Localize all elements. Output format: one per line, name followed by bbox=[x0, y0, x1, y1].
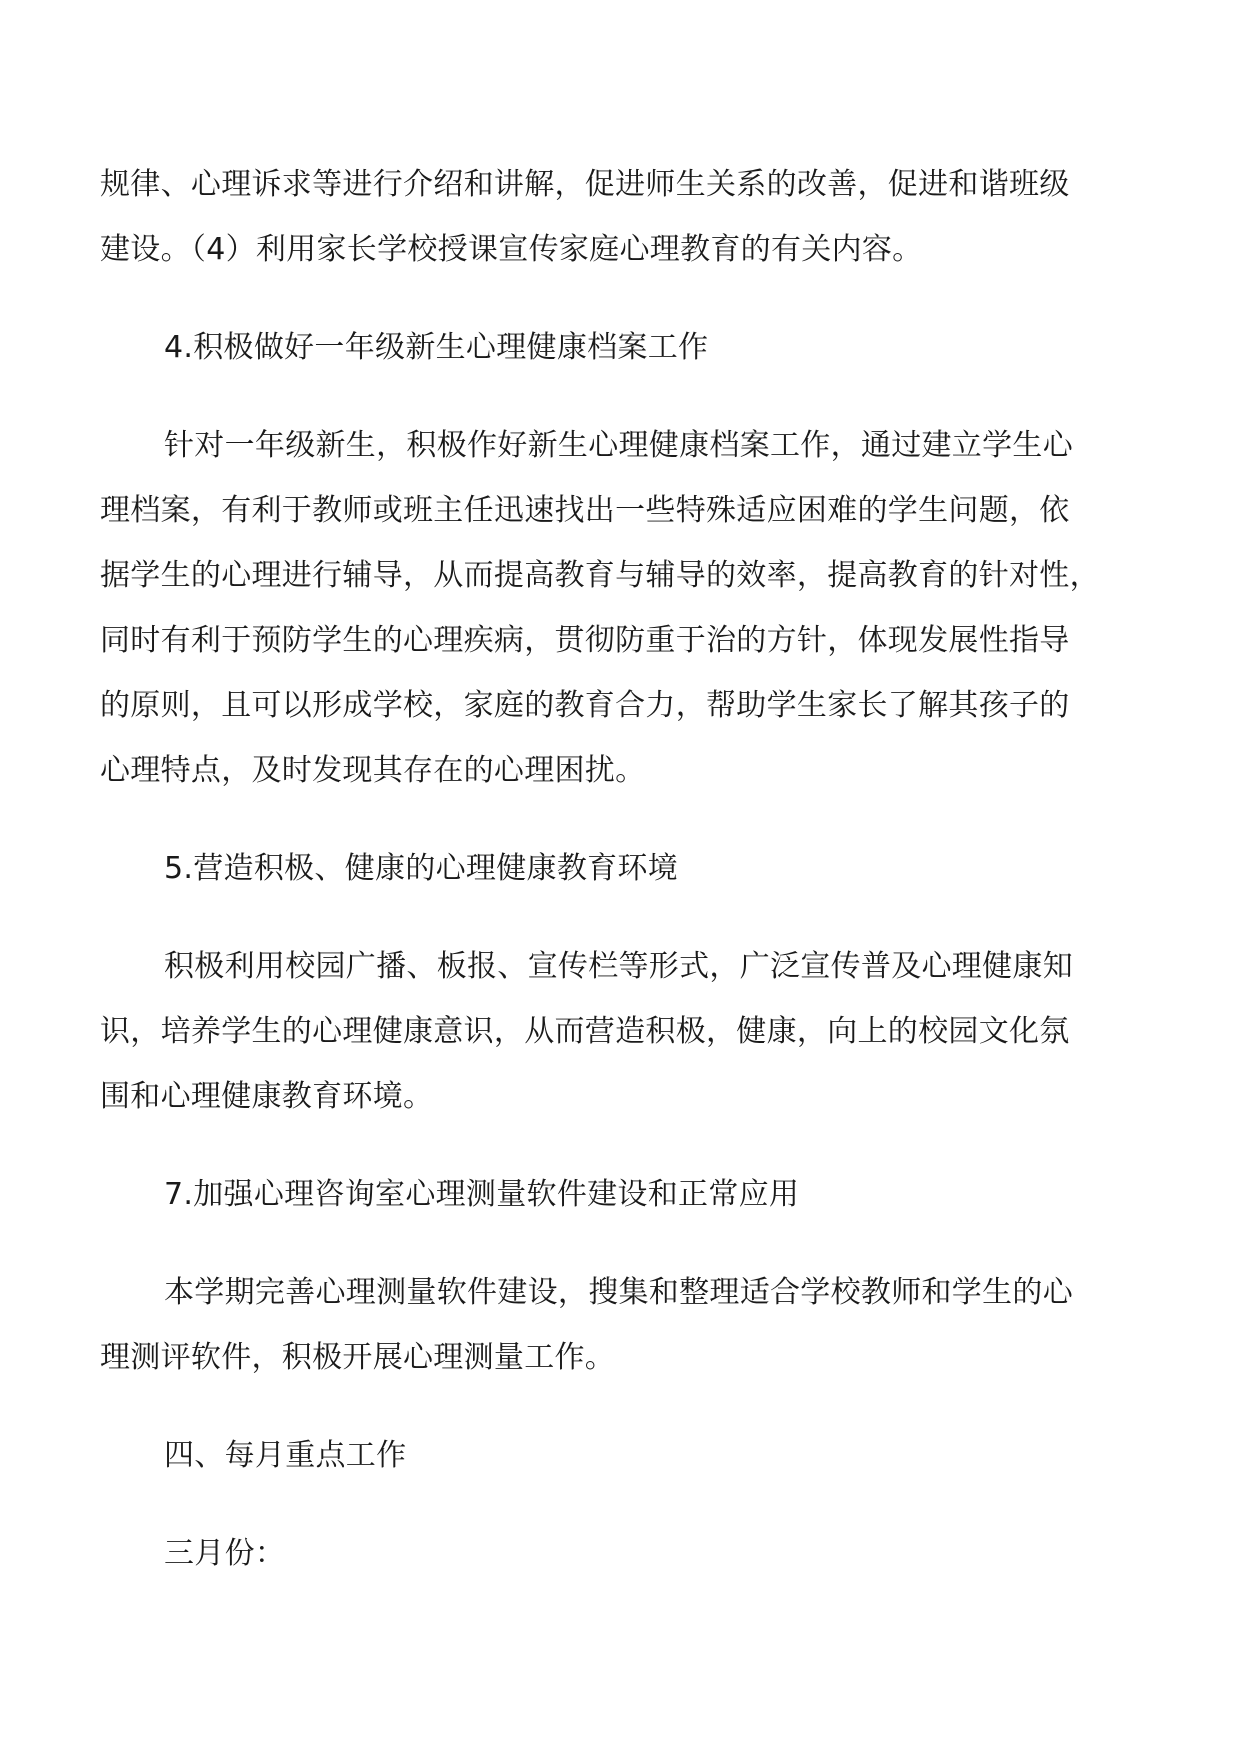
section-heading-monthly bbox=[100, 1423, 1146, 1488]
text-line: 同时有利于预防学生的心理疾病，贯彻防重于治的方针，体现发展性指导 bbox=[100, 623, 1070, 658]
paragraph-family-education bbox=[100, 152, 1146, 282]
text-line: 本学期完善心理测量软件建设，搜集和整理适合学校教师和学生的心 bbox=[164, 1275, 1073, 1310]
text-line: 积极利用校园广播、板报、宣传栏等形式，广泛宣传普及心理健康知 bbox=[164, 949, 1073, 984]
text-line: 理测评软件，积极开展心理测量工作。 bbox=[100, 1340, 616, 1375]
text-line: 规律、心理诉求等进行介绍和讲解，促进师生关系的改善，促进和谐班级 bbox=[100, 167, 1070, 202]
paragraph-freshman-archive bbox=[100, 413, 1146, 803]
paragraph-environment bbox=[100, 934, 1146, 1129]
text-line: 的原则，且可以形成学校，家庭的教育合力，帮助学生家长了解其孩子的 bbox=[100, 688, 1070, 723]
heading-text: 5.营造积极、健康的心理健康教育环境 bbox=[164, 851, 679, 886]
section-heading-march bbox=[100, 1521, 1146, 1586]
text-line: 据学生的心理进行辅导，从而提高教育与辅导的效率，提高教育的针对性， bbox=[100, 558, 1100, 593]
heading-text: 7.加强心理咨询室心理测量软件建设和正常应用 bbox=[164, 1177, 800, 1212]
document-body bbox=[100, 152, 1146, 1586]
text-line: 围和心理健康教育环境。 bbox=[100, 1079, 434, 1114]
section-heading-7 bbox=[100, 1162, 1146, 1227]
heading-text: 三月份： bbox=[164, 1536, 286, 1571]
heading-text: 四、每月重点工作 bbox=[164, 1438, 407, 1473]
paragraph-software bbox=[100, 1260, 1146, 1390]
text-line: 心理特点，及时发现其存在的心理困扰。 bbox=[100, 753, 646, 788]
text-line: 针对一年级新生，积极作好新生心理健康档案工作，通过建立学生心 bbox=[164, 428, 1073, 463]
section-heading-5 bbox=[100, 836, 1146, 901]
text-line: 识，培养学生的心理健康意识，从而营造积极，健康，向上的校园文化氛 bbox=[100, 1014, 1070, 1049]
heading-text: 4.积极做好一年级新生心理健康档案工作 bbox=[164, 330, 709, 365]
text-line: 理档案，有利于教师或班主任迅速找出一些特殊适应困难的学生问题，依 bbox=[100, 493, 1070, 528]
text-line: 建设。（4）利用家长学校授课宣传家庭心理教育的有关内容。 bbox=[100, 232, 923, 267]
section-heading-4 bbox=[100, 315, 1146, 380]
